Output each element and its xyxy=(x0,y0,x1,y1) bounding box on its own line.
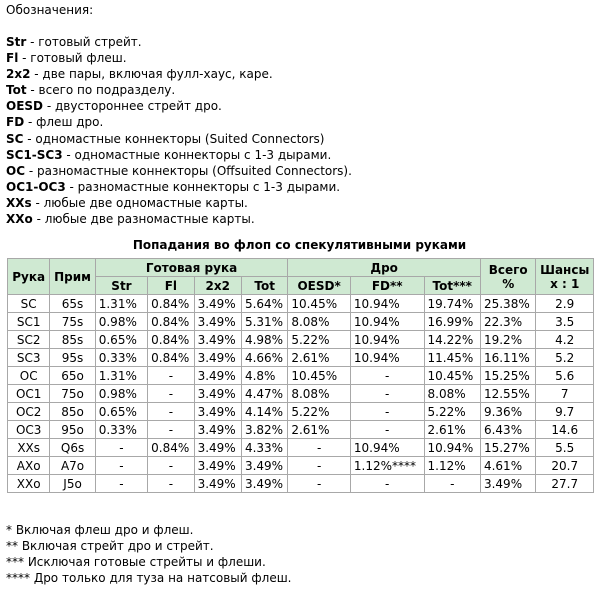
table-cell: OC3 xyxy=(8,421,50,439)
legend-item xyxy=(6,163,352,179)
table-cell: 4.14% xyxy=(241,403,287,421)
table-cell: 16.99% xyxy=(424,313,480,331)
legend-item xyxy=(6,211,352,227)
legend-abbr: XXo xyxy=(6,212,33,227)
table-cell: 4.98% xyxy=(241,331,287,349)
table-cell: AXo xyxy=(8,457,50,475)
table-cell: 10.94% xyxy=(424,439,480,457)
legend-desc: - двустороннее стрейт дро. xyxy=(43,99,222,114)
table-cell: 12.55% xyxy=(480,385,535,403)
table-cell: 5.22% xyxy=(288,331,351,349)
table-cell: 22.3% xyxy=(480,313,535,331)
table-cell: 4.66% xyxy=(241,349,287,367)
table-cell: SC1 xyxy=(8,313,50,331)
table-cell: 8.08% xyxy=(288,313,351,331)
table-cell: 3.49% xyxy=(194,295,241,313)
legend-desc: - готовый флеш. xyxy=(18,51,127,66)
legend-item xyxy=(6,50,352,66)
table-cell: 11.45% xyxy=(424,349,480,367)
legend-abbr: XXs xyxy=(6,195,32,210)
table-cell: 4.8% xyxy=(241,367,287,385)
legend-abbr: OC1-OC3 xyxy=(6,179,66,194)
legend-desc: - одномастные коннекторы с 1-3 дырами. xyxy=(62,147,332,162)
table-row xyxy=(8,457,594,475)
table-cell: 5.22% xyxy=(424,403,480,421)
table-cell: - xyxy=(148,457,194,475)
table-row xyxy=(8,475,594,493)
table-cell: - xyxy=(148,367,194,385)
table-cell: - xyxy=(288,457,351,475)
legend-item xyxy=(6,66,352,82)
footnote: ** Включая стрейт дро и стрейт. xyxy=(6,539,214,554)
table-cell: 9.36% xyxy=(480,403,535,421)
table-cell: - xyxy=(148,421,194,439)
table-cell: 10.45% xyxy=(288,367,351,385)
col-fl: Fl xyxy=(148,277,194,295)
table-cell: 15.27% xyxy=(480,439,535,457)
legend-item xyxy=(6,82,352,98)
table-cell: 3.49% xyxy=(241,475,287,493)
table-cell: 19.2% xyxy=(480,331,535,349)
table-cell: - xyxy=(148,403,194,421)
col-example: Прим xyxy=(50,259,95,295)
table-cell: 3.49% xyxy=(194,457,241,475)
legend-desc: - две пары, включая фулл-хаус, каре. xyxy=(30,67,273,82)
table-cell: 1.31% xyxy=(95,295,147,313)
header-row-groups xyxy=(8,259,594,277)
table-cell: - xyxy=(350,475,424,493)
table-cell: 10.45% xyxy=(288,295,351,313)
table-cell: 20.7 xyxy=(536,457,594,475)
legend-abbr: FD xyxy=(6,115,25,130)
legend-desc: - разномастные коннекторы с 1-3 дырами. xyxy=(65,179,341,194)
col-total: Всего % xyxy=(480,259,535,295)
table-cell: - xyxy=(148,475,194,493)
flop-odds-table xyxy=(7,258,594,493)
table-cell: 5.2 xyxy=(536,349,594,367)
col-odds: Шансы x : 1 xyxy=(536,259,594,295)
legend-item xyxy=(6,34,352,50)
legend-abbr: Str xyxy=(6,35,27,49)
table-cell: 3.49% xyxy=(194,367,241,385)
table-cell: - xyxy=(288,439,351,457)
table-cell: SC xyxy=(8,295,50,313)
table-cell: 3.49% xyxy=(194,385,241,403)
table-cell: 19.74% xyxy=(424,295,480,313)
table-row xyxy=(8,295,594,313)
table-cell: 10.45% xyxy=(424,367,480,385)
col-made-tot: Tot xyxy=(241,277,287,295)
table-cell: - xyxy=(95,475,147,493)
col-group-made-hand: Готовая рука xyxy=(95,259,288,277)
table-cell: 3.49% xyxy=(241,457,287,475)
legend-item xyxy=(6,195,352,211)
table-cell: 10.94% xyxy=(350,349,424,367)
table-cell: 0.33% xyxy=(95,421,147,439)
table-cell: SC2 xyxy=(8,331,50,349)
table-row xyxy=(8,367,594,385)
table-cell: 3.49% xyxy=(480,475,535,493)
legend-desc: - разномастные коннекторы (Offsuited Connectors). xyxy=(25,163,352,178)
table-cell: 2.61% xyxy=(288,421,351,439)
table-cell: J5o xyxy=(50,475,95,493)
table-cell: 3.49% xyxy=(194,439,241,457)
col-group-draw: Дро xyxy=(288,259,481,277)
table-cell: 95s xyxy=(50,349,95,367)
table-cell: 0.98% xyxy=(95,385,147,403)
table-cell: 75o xyxy=(50,385,95,403)
table-cell: 0.84% xyxy=(148,439,194,457)
legend-item xyxy=(6,131,352,147)
legend-abbr: SC1-SC3 xyxy=(6,147,63,162)
table-cell: 10.94% xyxy=(350,331,424,349)
legend-desc: - любые две разномастные карты. xyxy=(32,212,255,227)
col-2x2: 2x2 xyxy=(194,277,241,295)
footnote: *** Исключая готовые стрейты и флеши. xyxy=(6,555,266,570)
legend-abbr: 2x2 xyxy=(6,67,31,82)
footnote: * Включая флеш дро и флеш. xyxy=(6,523,194,537)
table-cell: 95o xyxy=(50,421,95,439)
table-cell: 85o xyxy=(50,403,95,421)
legend-list xyxy=(6,34,352,227)
table-row xyxy=(8,331,594,349)
table-row xyxy=(8,349,594,367)
table-body xyxy=(8,295,594,493)
table-cell: 65o xyxy=(50,367,95,385)
table-cell: - xyxy=(424,475,480,493)
table-cell: - xyxy=(350,421,424,439)
legend-item xyxy=(6,179,352,195)
table-cell: OC xyxy=(8,367,50,385)
footnotes xyxy=(6,522,292,586)
legend-desc: - одномастные коннекторы (Suited Connectors) xyxy=(23,131,325,146)
table-cell: A7o xyxy=(50,457,95,475)
table-cell: OC2 xyxy=(8,403,50,421)
table-cell: 0.84% xyxy=(148,295,194,313)
table-cell: 0.98% xyxy=(95,313,147,331)
table-cell: 4.33% xyxy=(241,439,287,457)
legend-heading: Обозначения: xyxy=(6,3,94,17)
table-cell: 16.11% xyxy=(480,349,535,367)
table-cell: 4.61% xyxy=(480,457,535,475)
table-cell: 5.6 xyxy=(536,367,594,385)
table-cell: 4.47% xyxy=(241,385,287,403)
table-row xyxy=(8,313,594,331)
table-cell: OC1 xyxy=(8,385,50,403)
table-cell: 1.12%**** xyxy=(350,457,424,475)
table-cell: 65s xyxy=(50,295,95,313)
table-row xyxy=(8,385,594,403)
table-cell: - xyxy=(288,475,351,493)
table-cell: 10.94% xyxy=(350,295,424,313)
table-cell: 10.94% xyxy=(350,439,424,457)
col-draw-tot: Tot*** xyxy=(424,277,480,295)
table-cell: 0.84% xyxy=(148,331,194,349)
table-cell: 6.43% xyxy=(480,421,535,439)
table-cell: 3.49% xyxy=(194,349,241,367)
table-cell: Q6s xyxy=(50,439,95,457)
legend-item xyxy=(6,114,352,130)
legend-abbr: OESD xyxy=(6,99,44,114)
table-cell: - xyxy=(350,385,424,403)
legend-abbr: SC xyxy=(6,131,24,146)
table-cell: 5.22% xyxy=(288,403,351,421)
table-cell: 9.7 xyxy=(536,403,594,421)
legend-desc: - флеш дро. xyxy=(24,115,104,130)
col-fd: FD** xyxy=(350,277,424,295)
legend-desc: - любые две одномастные карты. xyxy=(31,195,248,210)
legend-item xyxy=(6,147,352,163)
table-cell: 0.65% xyxy=(95,403,147,421)
legend-item xyxy=(6,98,352,114)
table-cell: 2.61% xyxy=(288,349,351,367)
table-cell: 1.31% xyxy=(95,367,147,385)
table-cell: 85s xyxy=(50,331,95,349)
table-cell: 4.2 xyxy=(536,331,594,349)
table-cell: 8.08% xyxy=(288,385,351,403)
table-cell: 27.7 xyxy=(536,475,594,493)
table-cell: - xyxy=(95,457,147,475)
table-cell: 8.08% xyxy=(424,385,480,403)
table-cell: 14.6 xyxy=(536,421,594,439)
table-cell: 3.49% xyxy=(194,421,241,439)
table-cell: 1.12% xyxy=(424,457,480,475)
legend-desc: - всего по подразделу. xyxy=(26,83,176,98)
table-cell: 2.9 xyxy=(536,295,594,313)
table-cell: 3.82% xyxy=(241,421,287,439)
col-str: Str xyxy=(95,277,147,295)
table-cell: 14.22% xyxy=(424,331,480,349)
table-cell: - xyxy=(148,385,194,403)
table-cell: 75s xyxy=(50,313,95,331)
table-cell: XXs xyxy=(8,439,50,457)
legend-abbr: OC xyxy=(6,163,26,178)
table-cell: 2.61% xyxy=(424,421,480,439)
table-cell: 0.33% xyxy=(95,349,147,367)
table-cell: 3.49% xyxy=(194,331,241,349)
col-oesd: OESD* xyxy=(288,277,351,295)
table-cell: 0.65% xyxy=(95,331,147,349)
table-cell: 5.31% xyxy=(241,313,287,331)
table-cell: 0.84% xyxy=(148,349,194,367)
table-cell: 3.49% xyxy=(194,313,241,331)
table-cell: - xyxy=(95,439,147,457)
legend-abbr: Tot xyxy=(6,83,27,98)
footnote: **** Дро только для туза на натсовый флеш. xyxy=(6,571,292,586)
table-cell: XXo xyxy=(8,475,50,493)
table-cell: 0.84% xyxy=(148,313,194,331)
table-cell: SC3 xyxy=(8,349,50,367)
table-cell: 15.25% xyxy=(480,367,535,385)
table-cell: - xyxy=(350,367,424,385)
table-cell: 10.94% xyxy=(350,313,424,331)
col-hand: Рука xyxy=(8,259,50,295)
table-cell: 3.5 xyxy=(536,313,594,331)
legend-abbr: Fl xyxy=(6,51,19,66)
table-cell: 3.49% xyxy=(194,475,241,493)
table-row xyxy=(8,439,594,457)
table-row xyxy=(8,421,594,439)
table-cell: 25.38% xyxy=(480,295,535,313)
table-cell: 3.49% xyxy=(194,403,241,421)
table-cell: - xyxy=(350,403,424,421)
table-title: Попадания во флоп со спекулятивными руками xyxy=(132,238,467,252)
table-cell: 5.5 xyxy=(536,439,594,457)
legend-desc: - готовый стрейт. xyxy=(26,35,142,49)
table-row xyxy=(8,403,594,421)
table-cell: 5.64% xyxy=(241,295,287,313)
table-cell: 7 xyxy=(536,385,594,403)
